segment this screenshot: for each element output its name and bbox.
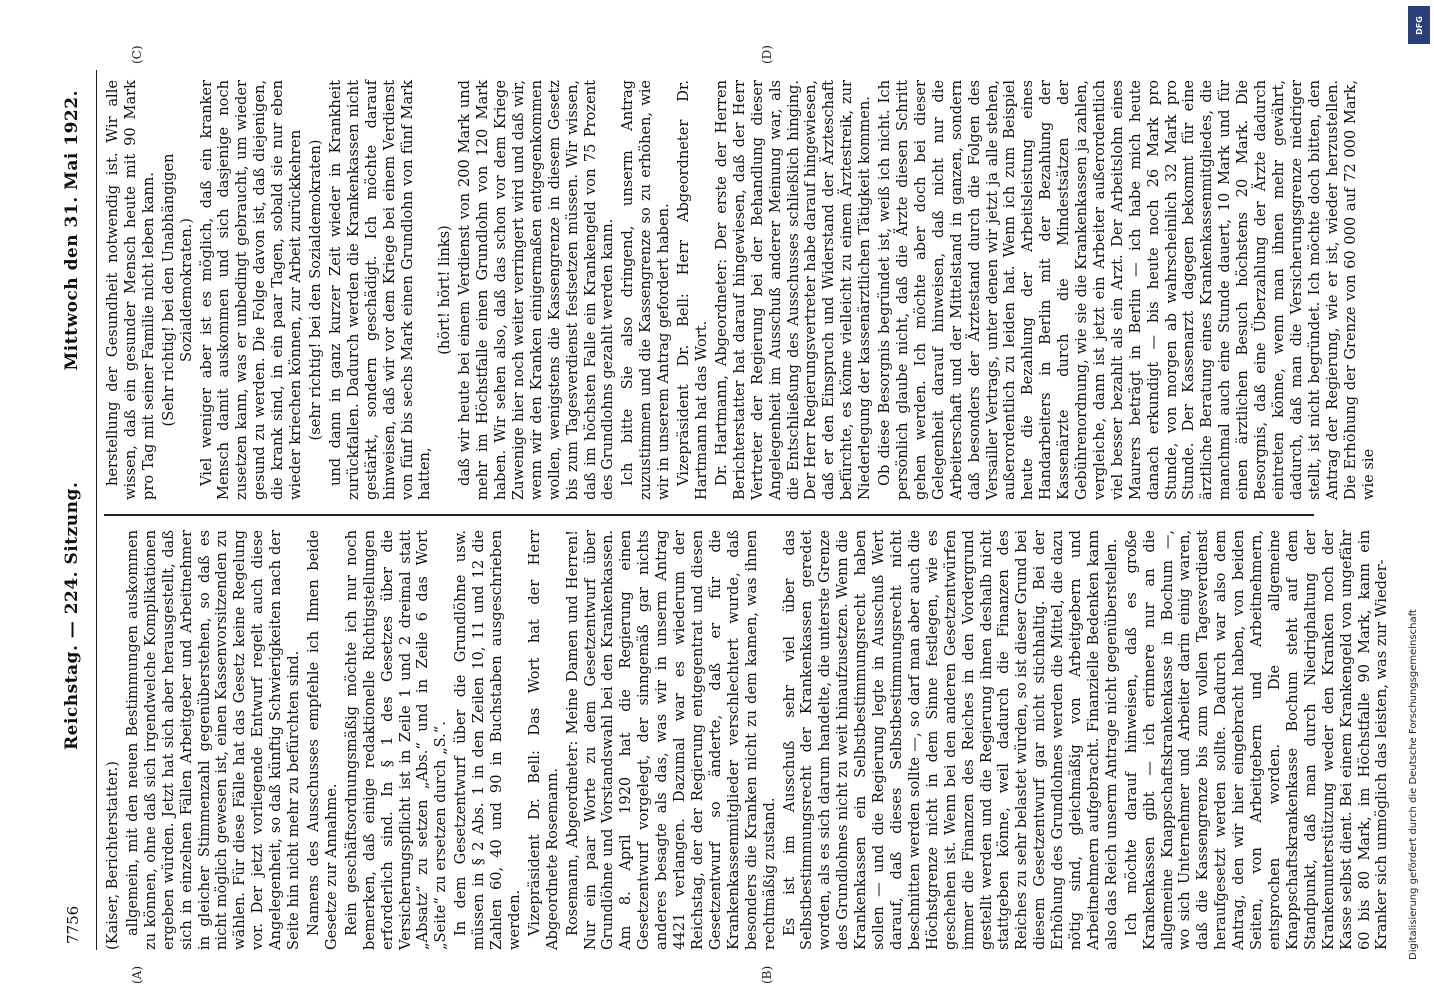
paragraph: daß wir heute bei einem Verdienst von 200 Mark und mehr im Höchstfalle einen Grundlohn von 120 Mark haben. Wir sehen also, daß das schon vor dem Kriege Zuwenige hier noch weiter verringert wird und daß wir, wenn wir den Kranken einigermaßen entgegenkommen wollen, wenigstens die Kassengrenze in diesem Gesetz bis zum Tagesverdienst festsetzen müssen. Wir wissen, daß im höchsten Falle ein Krankengeld von 75 Prozent des Grundlohns gezahlt werden kann. <box>456 80 617 500</box>
speaker-note: (Kaiser, Berichterstatter.) <box>104 761 121 950</box>
paragraph: Ich bitte Sie also dringend, unserm Antrag zuzustimmen und die Kassengrenze so zu erhöhen, wie wir in unserem Antrag gefordert haben. <box>619 80 673 500</box>
paragraph: herstellung der Gesundheit notwendig ist. Wir alle wissen, daß ein gesunder Mensch heute mit 90 Mark pro Tag mit seiner Familie nicht leben kann. <box>104 80 157 500</box>
interjection: (sehr richtig! bei den Sozialdemokraten) <box>306 139 324 441</box>
margin-mark-a: (A) <box>130 965 144 984</box>
column-divider <box>104 515 1314 517</box>
text-columns <box>104 70 1391 950</box>
interjection: (Sehr richtig! bei den Unabhängigen Sozialdemokraten.) <box>159 153 195 427</box>
digitization-note <box>1400 0 1434 1000</box>
header-left-title: Reichstag. — 224. Sitzung. <box>62 481 82 750</box>
paragraph: allgemein, mit den neuen Bestimmungen auskommen zu können, ohne daß sich irgendwelche Komplikationen ergeben würden. Jetzt hat sich aber herausgestellt, daß sich in einzelnen Fällen Arbeitgeber und Arbeitnehmer in gleicher Stimmenzahl gegenüberstehen, so daß es nicht möglich gewesen ist, einen Kassenvorsitzenden zu wählen. Für diese Fälle hat das Gesetz keine Regelung vor. Der jetzt vorliegende Entwurf regelt auch diese Angelegenheit, so daß künftig Schwierigkeiten nach der Seite hin nicht mehr zu befürchten sind. <box>123 530 303 950</box>
page-header <box>60 70 97 950</box>
paragraph: Rein geschäftsordnungsmäßig möchte ich nur noch bemerken, daß einige redaktionelle Richtigstellungen erforderlich sind. In § 1 des Gesetzes über die Versicherungspflicht ist in Zeile 1 und 2 dreimal statt „Absatz“ zu setzen „Abs.“ und in Zeile 6 das Wort „Seite“ zu ersetzen durch „S.“. <box>342 530 450 950</box>
paragraph: und dann in ganz kurzer Zeit wieder in Krankheit zurückfallen. Dadurch werden die Krankenkassen nicht gestärkt, sondern geschädigt. Ich möchte darauf hinweisen, daß wir vor dem Kriege bei einem Verdienst von fünf bis sechs Mark einen Grundlohn von fünf Mark hatten, <box>326 80 434 500</box>
paragraph: In dem Gesetzentwurf über die Grundlöhne usw. müssen in § 2 Abs. 1 in den Zeilen 10, 11 und 12 die Zahlen 60, 40 und 90 in Buchstaben ausgeschrieben werden. <box>452 530 523 950</box>
paragraph: Namens des Ausschusses empfehle ich Ihnen beide Gesetze zur Annahme. <box>304 530 340 950</box>
paragraph: Rosemann, Abgeordneter: Meine Damen und Herren! Nur ein paar Worte zu dem Gesetzentwurf über Grundlöhne und Vorstandswahl bei den Krankenkassen. Am 8. April 1920 hat die Regierung einen Gesetzentwurf vorgelegt, der sinngemäß gar nichts anderes besagte als das, was wir in unserm Antrag 4421 verlangen. Dazumal war es wiederum der Reichstag, der der Regierung entgegentrat und diesen Gesetzentwurf so änderte, daß er für die Krankenkassenmitglieder verschlechtert wurde, daß besonders die Kranken nicht zu dem kamen, was ihnen rechtmäßig zustand. <box>563 530 778 950</box>
margin-mark-d: (D) <box>760 45 774 64</box>
paragraph: Vizepräsident Dr. Bell: Das Wort hat der Herr Abgeordnete Rosemann. <box>525 530 561 950</box>
digitization-text: Digitalisierung gefördert durch die Deutsche Forschungsgemeinschaft <box>1408 609 1419 960</box>
paragraph: Ich möchte darauf hinweisen, daß es große Krankenkassen gibt — ich erinnere nur an die allgemeine Knappschaftskrankenkasse in Bochum —, wo sich Unternehmer und Arbeiter darin einig waren, daß die Kassengrenze bis zum vollen Tagesverdienst heraufgesetzt werden sollte. Dadurch war also dem Antrag, den wir hier eingebracht haben, von beiden Seiten, von Arbeitgebern und Arbeitnehmern, entsprochen worden. Die allgemeine Knappschaftskrankenkasse Bochum steht auf dem Standpunkt, daß man durch Niedrighaltung der Krankenunterstützung weder den Kranken noch der Kasse selbst dient. Bei einem Krankengeld von ungefähr 60 bis 80 Mark, im Höchstfalle 90 Mark, kann ein Kranker sich unmöglich das leisten, was zur Wieder- <box>1122 530 1391 950</box>
left-column <box>104 530 1391 950</box>
margin-mark-b: (B) <box>760 965 774 984</box>
margin-mark-c: (C) <box>130 45 144 64</box>
header-right-title: Mittwoch den 31. Mai 1922. <box>62 90 82 371</box>
page-number: 7756 <box>64 905 82 944</box>
paragraph: Dr. Hartmann, Abgeordneter: Der erste der Herren Berichterstatter hat darauf hingewiesen, daß der Herr Vertreter der Regierung bei der Behandlung dieser Angelegenheit im Ausschuß anderer Meinung war, als die Entschließung des Ausschusses schließlich hinging. Der Herr Regierungsvertreter habe darauf hingewiesen, daß er den Einspruch und Widerstand der Ärzteschaft befürchte, es könne vielleicht zu einem Ärztestreik, zur Niederlegung der kassenärztlichen Tätigkeit kommen. <box>712 80 874 500</box>
interjection: (hört! hört! links) <box>436 225 454 355</box>
dfg-logo <box>1408 6 1430 44</box>
paragraph: Viel weniger aber ist es möglich, daß ein kranker Mensch damit auskommen und sich dasjenige noch zusetzen kann, was er unbedingt gebraucht, um wieder gesund zu werden. Die Folge davon ist, daß diejenigen, die krank sind, in ein paar Tagen, sobald sie nur eben wieder kriechen können, zur Arbeit zurückkehren <box>197 80 305 500</box>
right-column <box>104 80 1377 500</box>
dfg-logo-text: DFG <box>1414 15 1424 35</box>
paragraph: Vizepräsident Dr. Bell: Herr Abgeordneter Dr. Hartmann hat das Wort. <box>675 80 710 500</box>
document-page <box>60 45 1391 984</box>
paragraph: Es ist im Ausschuß sehr viel über das Selbstbestimmungsrecht der Krankenkassen geredet worden, als es sich darum handelte, die unterste Grenze des Grundlohnes nicht zu weit hinaufzusetzen. Wenn die Krankenkassen ein Selbstbestimmungsrecht haben sollen — und die Regierung legte in Ausschuß Wert darauf, daß dieses Selbstbestimmungsrecht nicht beschnitten werden sollte —, so darf man aber auch die Höchstgrenze nicht in dem Sinne festlegen, wie es geschehen ist. Wenn bei den anderen Gesetzentwürfen immer die Finanzen des Reiches in den Vordergrund gestellt werden und die Regierung ihnen deshalb nicht stattgeben könne, weil dadurch die Finanzen des Reiches zu sehr belastet würden, so ist dieser Grund bei diesem Gesetzentwurf gar nicht stichhaltig. Bei der Erhöhung des Grundlohnes werden die Mittel, die dazu nötig sind, gleichmäßig von Arbeitgebern und Arbeitnehmern aufgebracht. Finanzielle Bedenken kann also das Reich unserm Antrage nicht gegenüberstellen. <box>780 530 1120 950</box>
paragraph: Ob diese Besorgnis begründet ist, weiß ich nicht. Ich persönlich glaube nicht, daß die Ärzte diesen Schritt gehen werden. Ich möchte aber doch bei dieser Gelegenheit darauf hinweisen, daß nicht nur die Arbeiterschaft und der Mittelstand in ganzen, sondern daß besonders der Ärztestand durch die Folgen des Versailler Vertrags, unter denen wir jetzt ja alle stehen, außerordentlich zu leiden hat. Wenn ich zum Beispiel heute die Bezahlung der Arbeitsleistung eines Handarbeiters in Berlin mit der Bezahlung der Kassenärzte durch die Mindestsätzen der Gebührenordnung, wie sie die Krankenkassen ja zahlen, vergleiche, dann ist jetzt ein Arbeiter außerordentlich viel besser bezahlt als ein Arzt. Der Arbeitslohn eines Maurers beträgt in Berlin — ich habe mich heute danach erkundigt — bis heute noch 26 Mark pro Stunde, von morgen ab wahrscheinlich 32 Mark pro Stunde. Der Kassenarzt dagegen bekommt für eine ärztliche Beratung eines Krankenkassenmitgliedes, die manchmal auch eine Stunde dauert, 10 Mark und für einen ärztlichen Besuch höchstens 20 Mark. Die Besorgnis, daß eine Überzahlung der Ärzte dadurch eintreten könne, wenn man ihnen mehr gewährt, dadurch, daß man die Versicherungsgrenze niedriger stellt, ist nicht begründet. Ich möchte doch bitten, den Antrag der Regierung, wie er ist, wieder herzustellen. Die Erhöhung der Grenze von 60 000 auf 72 000 Mark, wie sie <box>876 80 1377 500</box>
